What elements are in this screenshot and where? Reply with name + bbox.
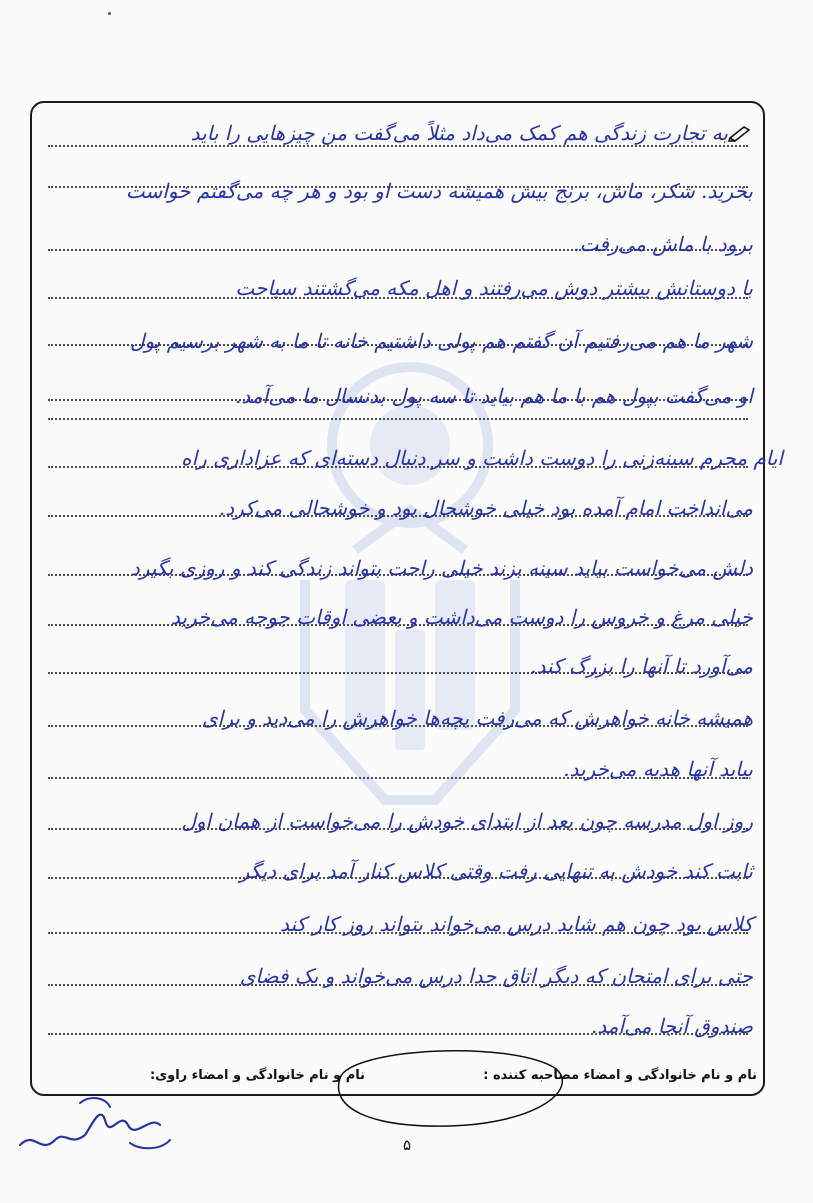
handwritten-line: بیاید آنها هدیه می‌خرید. — [563, 757, 753, 781]
handwritten-line: به تجارت زندگی هم کمک می‌داد مثلاً می‌گفت من چیزهایی را باید — [190, 121, 728, 145]
handwritten-line: با دوستانش بیشتر دوش می‌رفتند و اهل مکه می‌گشتند سیاحت — [235, 276, 753, 300]
stray-ink-dot — [108, 12, 111, 15]
handwritten-line: صندوق آنجا می‌آمد. — [590, 1014, 753, 1038]
handwritten-line: شهر ما هم می‌رفتیم آن گفتم هم پولی داشتیم خانه تا ما به شهر برسیم پول — [129, 329, 753, 353]
handwritten-line: خیلی مرغ و خروس را دوست می‌داشت و بعضی اوقات جوجه می‌خرید — [170, 605, 753, 629]
handwritten-line: حتی برای امتحان که دیگر اتاق جدا درس می‌خواند و یک فضای — [239, 964, 753, 988]
pen-icon — [728, 124, 752, 142]
handwritten-line: می‌آورد تا آنها را بزرگ کند. — [530, 654, 753, 678]
handwritten-line: او می‌گفت بپول هم با ما هم بیاید تا سه پول بدنسال ما می‌آمد. — [235, 384, 753, 408]
handwritten-line: دلش می‌خواست بیاید سینه بزند خیلی راحت بتواند زندگی کند و روزی بگیرد — [130, 556, 753, 580]
handwritten-line: ایام محرم سینه‌زنی را دوست داشت و سر دنبال دسته‌ای که عزاداری راه — [181, 446, 783, 470]
narrator-signature-label: نام و نام خانوادگی و امضاء راوی: — [150, 1068, 365, 1083]
interviewer-signature-label: نام و نام خانوادگی و امضاء مصاحبه کننده : — [483, 1068, 757, 1083]
signature-oval-icon — [310, 1038, 575, 1130]
handwritten-line: کلاس بود چون هم شاید درس می‌خواند بتواند روز کار کند — [280, 912, 753, 936]
handwritten-line: برود با ماش می‌رفت. — [573, 232, 753, 256]
handwritten-line: همیشه خانه خواهرش که می‌رفت بچه‌ها خواهرش را می‌دید و برای — [202, 706, 753, 730]
handwritten-line: ثابت کند خودش به تنهایی رفت وقتی کلاس کنار آمد برای دیگر — [239, 859, 753, 883]
handwritten-signature-icon — [10, 1085, 180, 1165]
dotted-rule — [48, 418, 748, 420]
page-number: ۵ — [402, 1136, 412, 1154]
handwritten-line: بخرید. شکر، ماش، برنج بیش همیشه دست او بود و هر چه می‌گفتم خواست — [125, 179, 753, 203]
handwritten-line: روز اول مدرسه چون بعد از ابتدای خودش را می‌خواست از همان اول — [181, 809, 753, 833]
dotted-rule — [48, 145, 748, 147]
handwritten-line: می‌انداخت امام آمده بود خیلی خوشحال بود و خوشحالی می‌کرد. — [218, 496, 753, 520]
